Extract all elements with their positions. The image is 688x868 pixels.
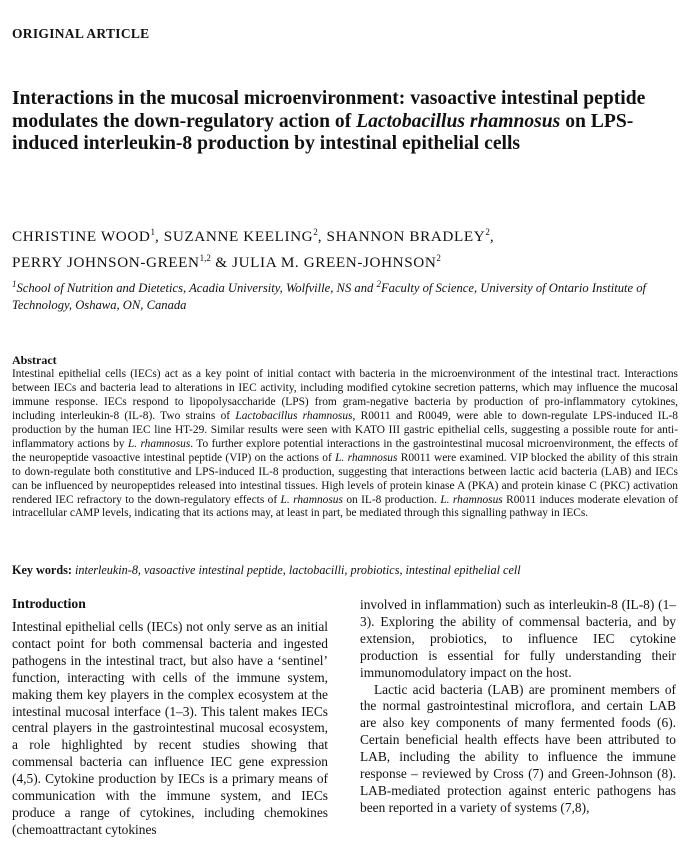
author-separator: ,: [317, 228, 327, 246]
abstract-text: on IL-8 production.: [342, 493, 441, 506]
body-paragraph: Intestinal epithelial cells (IECs) not only serve as an initial contact point for both commensal bacteria and ingested pathogens in the intestinal tract, but also have a ‘sentinel’ function, interacting with cells of the immune system, making them key players in the complex ecosystem at the intestinal mucosal interface (1–3). This talent makes IECs central players in the gastrointestinal mucosal ecosystem, a role highlighted by recent studies showing that commensal bacteria can influence IEC gene expression (4,5). Cytokine production by IECs is a primary means of communication with the immune system, and IECs produce a range of cytokines, including chemokines (chemoattractant cytokines: [12, 619, 328, 837]
affil-text: Faculty of Science, University of Ontario Institute of Technology, Oshawa, ON, Canada: [12, 281, 647, 312]
abstract-heading: Abstract: [12, 353, 57, 367]
title-species: Lactobacillus rhamnosus: [356, 110, 561, 132]
author-name: CHRISTINE WOOD: [12, 228, 151, 246]
author-affil-mark: 1: [150, 227, 155, 237]
abstract-species: L. rhamnosus: [280, 493, 343, 506]
section-label: ORIGINAL ARTICLE: [12, 26, 150, 41]
abstract-text: R0011 were examined. VIP blocked the ability of this strain to down-regulate both constitutive and LPS-induced IL-8 production, suggesting that interactions between lactic acid bacteria (LAB) and IECs can be influenced by neuropeptides released into intestinal tissues. High levels of protein kinase A (PKA) and protein kinase C (PKC) activation rendered IEC refractory to the down-regulatory effects of: [12, 451, 678, 506]
abstract-species: L. rhamnosus: [335, 451, 398, 464]
affil-text: School of Nutrition and Dietetics, Acadia University, Wolfville, NS and: [16, 281, 377, 296]
author-separator: &: [210, 253, 233, 271]
abstract-text: Intestinal epithelial cells (IECs) act as a key point of initial contact with bacteria in the microenvironment of the intestinal tract. Interactions between IECs and bacteria lead to alterations in IEC activity, including modified cytokine secretion patterns, which may influence the mucosal immune response. IECs respond to lipopolysaccharide (LPS) from gram-negative bacteria by production of pro-inflammatory cytokines, including interleukin-8 (IL-8). Two strains of: [12, 367, 678, 422]
author-name: PERRY JOHNSON-GREEN: [12, 253, 200, 271]
author-name: SHANNON BRADLEY: [326, 228, 486, 246]
keywords-text: interleukin-8, vasoactive intestinal peptide, lactobacilli, probiotics, intestinal epithelial cell: [74, 563, 521, 577]
body-column-right: [360, 597, 676, 817]
author-affil-mark: 1,2: [199, 252, 211, 263]
keywords-label: Key words:: [12, 563, 72, 577]
author-affil-mark: 2: [436, 252, 441, 263]
abstract-species: L. rhamnosus: [440, 493, 503, 506]
author-separator: ,: [154, 228, 164, 246]
introduction-heading: Introduction: [12, 596, 86, 611]
article-title: [12, 88, 674, 156]
title-text-2: on LPS-induced interleukin-8 production by intestinal epithelial cells: [12, 110, 634, 154]
affiliations: [12, 276, 678, 313]
keywords: [12, 563, 678, 578]
author-separator: ,: [489, 228, 495, 246]
author-affil-mark: 2: [485, 227, 490, 237]
title-text-1: Interactions in the mucosal microenvironment: vasoactive intestinal peptide modulates the down-regulatory action of: [12, 88, 646, 132]
abstract-species: L. rhamnosus: [127, 437, 191, 450]
body-column-left: [12, 596, 328, 839]
abstract-text: R0011 induces moderate elevation of intracellular cAMP levels, indicating that its actions may, at least in part, be mediated through this signalling pathway in IECs.: [12, 493, 679, 520]
body-paragraph: Lactic acid bacteria (LAB) are prominent members of the normal gastrointestinal microflora, and certain LAB are also key components of many fermented foods (6). Certain beneficial health effects have been attributed to LAB, including the ability to influence the immune response – reviewed by Cross (7) and Green-Johnson (8). LAB-mediated protection against enteric pathogens has been reported in a variety of systems (7,8),: [360, 681, 676, 815]
body-paragraph: involved in inflammation) such as interleukin-8 (IL-8) (1–3). Exploring the ability of commensal bacteria, and by extension, probiotics, to influence IEC cytokine production is essential for fully understanding their immunomodulatory impact on the host.: [360, 597, 676, 680]
author-list: [12, 222, 672, 273]
abstract-text: , R0011 and R0049, were able to down-regulate LPS-induced IL-8 production by the human IEC line HT-29. Similar results were seen with KATO III gastric epithelial cells, suggesting a possible route for anti-inflammatory actions by: [12, 409, 678, 450]
abstract-species: Lactobacillus rhamnosus: [235, 409, 353, 422]
author-name: JULIA M. GREEN-JOHNSON: [232, 253, 437, 271]
author-name: SUZANNE KEELING: [163, 228, 314, 246]
abstract-text: . To further explore potential interactions in the gastrointestinal mucosal microenvironment, the effects of the neuropeptide vasoactive intestinal peptide (VIP) on the actions of: [12, 437, 679, 464]
affil-mark: 1: [12, 279, 17, 289]
abstract: [12, 354, 678, 521]
author-affil-mark: 2: [313, 227, 318, 237]
affil-mark: 2: [376, 279, 381, 289]
